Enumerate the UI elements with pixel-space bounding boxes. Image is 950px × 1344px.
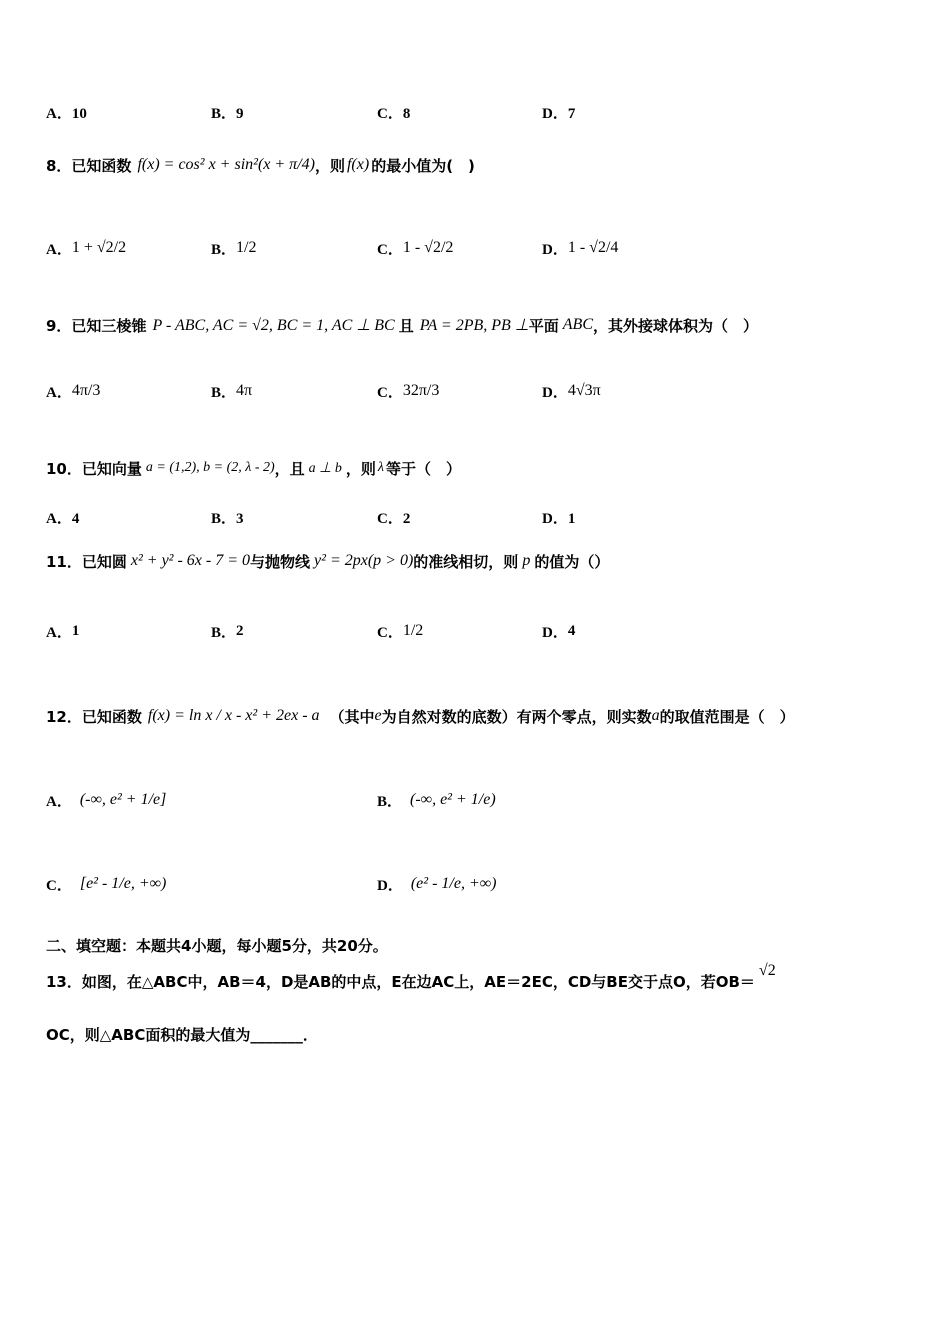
q12-option-a — [46, 770, 166, 830]
option-label: D． — [542, 384, 568, 401]
q12-stem — [46, 690, 795, 742]
q8-tail: 的最小值为( ) — [371, 156, 475, 175]
option-label: A． — [46, 793, 72, 810]
q9-stem — [46, 305, 758, 345]
q8-option-d — [542, 222, 618, 274]
q10-vectors: a = (1,2), b = (2, λ - 2) — [145, 460, 275, 475]
q8-option-b — [211, 222, 256, 274]
q7-option-c: C．8 — [377, 106, 411, 122]
q10-option-d: D．1 — [542, 511, 576, 527]
q8-stem — [46, 140, 475, 190]
q10-option-c: C．2 — [377, 511, 411, 527]
option-value: [e² - 1/e, +∞) — [79, 875, 167, 892]
q12-e: e — [374, 707, 382, 724]
option-value: 1/2 — [236, 239, 257, 256]
option-label: C． — [46, 877, 72, 894]
q10-number: 10．已知向量 — [46, 459, 142, 478]
q10-perp: a ⊥ b — [308, 460, 342, 476]
option-value: 1 - √2/4 — [567, 239, 619, 256]
q9-condition: P - ABC, AC = √2, BC = 1, AC ⊥ BC — [152, 317, 395, 334]
q11-p: p — [522, 552, 531, 569]
q9-abc: ABC — [562, 316, 593, 333]
q12-a: a — [651, 707, 660, 724]
q9-tail: ，其外接球体积为（ ） — [593, 316, 759, 335]
option-label: B． — [211, 241, 237, 258]
q11-mid: 与抛物线 — [250, 552, 311, 571]
q10-mid: ，且 — [274, 459, 305, 478]
q13-line2: OC，则△ABC面积的最大值为_______． — [46, 1026, 318, 1044]
q11-option-b — [211, 600, 244, 662]
option-value: 4√3π — [567, 382, 601, 399]
q12-paren: （其中 — [329, 707, 375, 726]
option-label: D． — [377, 877, 403, 894]
q12-tail: 的取值范围是（ ） — [659, 707, 795, 726]
q10-option-a: A．4 — [46, 511, 80, 527]
q13-sqrt: √2 — [758, 962, 776, 979]
option-label: C． — [377, 624, 403, 641]
q13-line1: 13．如图，在△ABC中，AB＝4，D是AB的中点，E在边AC上，AE＝2EC，CD与BE交于点O，若OB＝ — [46, 972, 755, 991]
option-label: C． — [377, 384, 403, 401]
option-label: B． — [211, 384, 237, 401]
q12-number: 12．已知函数 — [46, 707, 142, 726]
option-label: A． — [46, 624, 72, 641]
section-title: 二、填空题：本题共4小题，每小题5分，共20分。 — [46, 937, 388, 955]
option-label: A． — [46, 384, 72, 401]
option-label: A． — [46, 241, 72, 258]
q9-option-c — [377, 365, 439, 417]
q7-option-b: B．9 — [211, 106, 244, 122]
q12-function: f(x) = ln x / x - x² + 2ex - a — [147, 707, 320, 724]
option-value: (-∞, e² + 1/e] — [79, 791, 167, 808]
q7-option-d: D．7 — [542, 106, 576, 122]
q8-fx: f(x) — [346, 156, 370, 173]
q11-tail: 的值为（） — [534, 552, 610, 571]
option-label: C． — [377, 241, 403, 258]
q9-option-a — [46, 365, 100, 417]
q11-mid2: 的准线相切，则 — [413, 552, 519, 571]
q11-option-c — [377, 600, 423, 662]
option-value: 2 — [236, 622, 244, 639]
q10-lambda: λ — [377, 460, 384, 475]
q7-option-a: A．10 — [46, 106, 87, 122]
q11-parabola: y² = 2px(p > 0) — [314, 552, 414, 569]
option-label: D． — [542, 624, 568, 641]
q11-number: 11．已知圆 — [46, 552, 127, 571]
option-value: 4π/3 — [71, 382, 101, 399]
option-value: 4 — [567, 622, 576, 639]
q8-option-a — [46, 222, 126, 274]
q11-stem — [46, 543, 609, 579]
option-value: 1/2 — [402, 622, 424, 639]
q13-stem — [46, 958, 776, 1004]
option-label: B． — [211, 624, 237, 641]
q11-option-a — [46, 600, 79, 662]
option-label: D． — [542, 241, 568, 258]
q8-option-c — [377, 222, 453, 274]
option-value: (e² - 1/e, +∞) — [410, 875, 497, 892]
q9-condition2: PA = 2PB, PB ⊥ — [419, 317, 529, 334]
q12-mid: 为自然对数的底数）有两个零点，则实数 — [381, 707, 652, 726]
option-label: B． — [377, 793, 403, 810]
q8-mid: ，则 — [314, 156, 345, 175]
q10-tail: 等于（ ） — [385, 459, 461, 478]
q9-and: 且 — [398, 316, 414, 335]
q9-option-b — [211, 365, 252, 417]
q10-mid2: ，则 — [345, 459, 376, 478]
option-value: (-∞, e² + 1/e) — [410, 791, 496, 808]
q11-option-d — [542, 600, 575, 662]
q11-circle: x² + y² - 6x - 7 = 0 — [130, 552, 251, 569]
option-value: 4π — [236, 382, 253, 399]
q12-option-d — [377, 854, 496, 914]
q9-option-d — [542, 365, 601, 417]
q9-plane: 平面 — [528, 316, 559, 335]
q8-function: f(x) = cos² x + sin²(x + π/4) — [137, 156, 315, 173]
option-value: 1 - √2/2 — [402, 239, 454, 256]
q12-option-c — [46, 854, 166, 914]
option-value: 1 + √2/2 — [71, 239, 127, 256]
option-value: 1 — [71, 622, 80, 639]
q9-number: 9．已知三棱锥 — [46, 316, 147, 335]
q10-option-b: B．3 — [211, 511, 244, 527]
option-value: 32π/3 — [402, 382, 440, 399]
q10-stem — [46, 450, 461, 486]
q12-option-b — [377, 770, 496, 830]
q8-number: 8．已知函数 — [46, 156, 132, 175]
